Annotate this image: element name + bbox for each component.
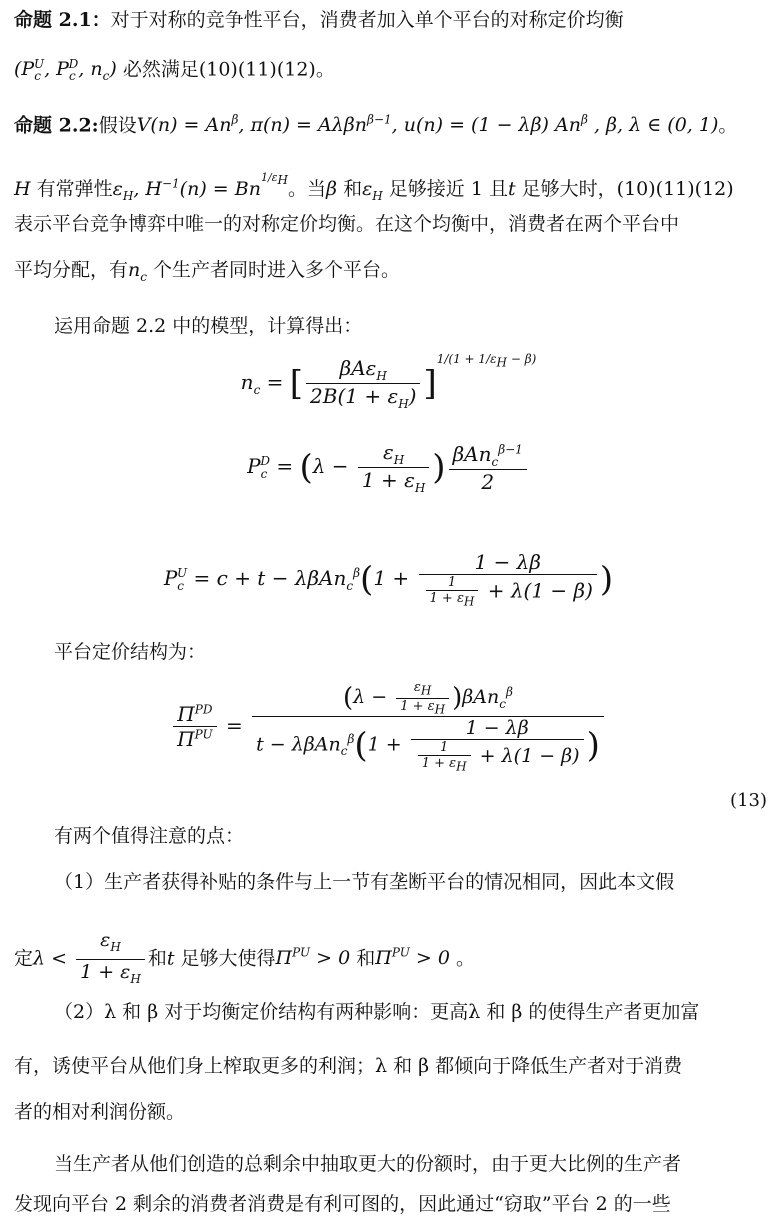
note-1-condition: 定λ < $\frac{\varepsilon_H}{1 + \varepsilon_H}$ 和t 足够大使得$\Pi^{PU} > 0$ 和$\Pi^{PU} > 0$ 。 [14, 928, 767, 991]
proposition-2-2-label: 命题 2.2: [14, 114, 99, 137]
equilibrium-text-2: 平均分配，有 [14, 259, 129, 281]
elasticity-text-4: 足够接近 1 且 [388, 178, 508, 200]
note-2-text-3: 者的相对利润份额。 [14, 1101, 186, 1123]
elasticity-assumption: H 有常弹性$\varepsilon_H$, $H^{-1}(n) = Bn^{1/\varepsilon_H}$。当β 和$\varepsilon_H$ 足够接近 1 且t 足够大时，(10)(11)(12) [14, 171, 734, 203]
final-paragraph-text-2: 发现向平台 2 剩余的消费者消费是有利可图的，因此通过“窃取”平台 2 的一些 [14, 1193, 671, 1215]
equation-pcu: $P_c^U = c + t - \lambda\beta An_c^\beta(1$ + 1 − λβ $\frac{1}{1 + \varepsilon_H}$ + λ(1 − β) ) [163, 550, 614, 609]
pricing-structure-text: 平台定价结构为： [54, 641, 207, 663]
pricing-structure-intro [54, 640, 767, 664]
equation-ratio: $\frac{\Pi^{PD}}{\Pi^{PU}}$ = (λ − $\frac{\varepsilon_H}{1 + \varepsilon_H}$ )βAn$_c^\beta$ t − λβAn$_c^\beta$(1 + 1 − λβ $\frac{1}{1 + \varepsilon_H}$ + λ(1 − β) ) [0, 680, 777, 774]
calculation-intro [54, 314, 767, 338]
proposition-2-2: 命题 2.2:假设$V(n) = An^\beta$, π(n) = Aλβn$^{\beta-1}$, u(n) = (1 − λβ) $An^\beta$ , β, λ ∈ (0, 1)。 [14, 113, 738, 137]
note-2-continuation-2 [14, 1100, 767, 1124]
elasticity-text-2: 。当 [288, 178, 327, 200]
final-paragraph [54, 1152, 767, 1176]
equilibrium-description-2: 平均分配，有$n_c$ 个生产者同时进入多个平台。 [14, 259, 401, 284]
equilibrium-text: 表示平台竞争博弈中唯一的对称定价均衡。在这个均衡中，消费者在两个平台中 [14, 213, 680, 235]
equilibrium-text-3: 个生产者同时进入多个平台。 [153, 259, 401, 281]
elasticity-text-3: 和 [343, 178, 363, 200]
proposition-2-1-continuation [14, 52, 767, 88]
note-1-text-2: 定 [14, 947, 34, 970]
proposition-2-1-label: 命题 2.1： [14, 9, 111, 31]
equilibrium-description [14, 212, 767, 236]
proposition-2-1-conclusion: 必然满足(10)(11)(12)。 [122, 58, 335, 81]
notes-intro-text: 有两个值得注意的点： [54, 825, 245, 847]
calculation-intro-text: 运用命题 2.2 中的模型，计算得出： [54, 315, 363, 337]
equation-number: (13) [730, 790, 767, 811]
note-1 [54, 870, 767, 894]
note-1-text-6: 。 [455, 947, 475, 970]
final-paragraph-continuation [14, 1192, 767, 1216]
proposition-2-1 [14, 8, 767, 32]
note-2-text-2: 有，诱使平台从他们身上榨取更多的利润；λ 和 β 都倾向于降低生产者对于消费 [14, 1055, 683, 1077]
note-1-text-3: 和 [147, 947, 167, 970]
elasticity-formula: $\varepsilon_H$, $H^{-1}(n) = Bn^{1/\varepsilon_H}$ [112, 171, 289, 203]
elasticity-text-5: 足够大时，(10)(11)(12) [521, 178, 734, 200]
note-2 [54, 1000, 767, 1024]
note-1-text-5: 和 [356, 947, 376, 970]
note-2-text: （2）λ 和 β 对于均衡定价结构有两种影响：更高λ 和 β 的使得生产者更加富 [54, 1001, 700, 1023]
proposition-2-2-text: 假设 [98, 114, 137, 137]
equation-pcd: $P_c^D = (\lambda$ − $\frac{\varepsilon_H}{1 + \varepsilon_H}$ ) $\frac{\beta An_c^{\beta-1}}{2}$ [0, 440, 777, 495]
proposition-2-1-text: 对于对称的竞争性平台，消费者加入单个平台的对称定价均衡 [110, 9, 624, 31]
note-1-text: （1）生产者获得补贴的条件与上一节有垄断平台的情况相同，因此本文假 [54, 871, 675, 893]
elasticity-text: 有常弹性 [36, 178, 113, 200]
equation-nc: $n_c$ = [ $\frac{\beta A\varepsilon_H}{2B(1 + \varepsilon_H)}$ ]$^{1/(1 + 1/\varepsilon_H - \beta)}$ [240, 352, 537, 411]
note-1-text-4: 足够大使得 [180, 947, 276, 970]
equilibrium-tuple: ($P_c^U$, $P_c^D$, $n_c$) [14, 57, 117, 84]
model-assumption-formula: $V(n) = An^\beta$, π(n) = Aλβn$^{\beta-1}$, u(n) = (1 − λβ) $An^\beta$ , β, λ ∈ (0, 1) [136, 113, 719, 137]
notes-intro [54, 824, 767, 848]
final-paragraph-text: 当生产者从他们创造的总剩余中抽取更大的份额时，由于更大比例的生产者 [54, 1153, 682, 1175]
note-2-continuation [14, 1054, 767, 1078]
